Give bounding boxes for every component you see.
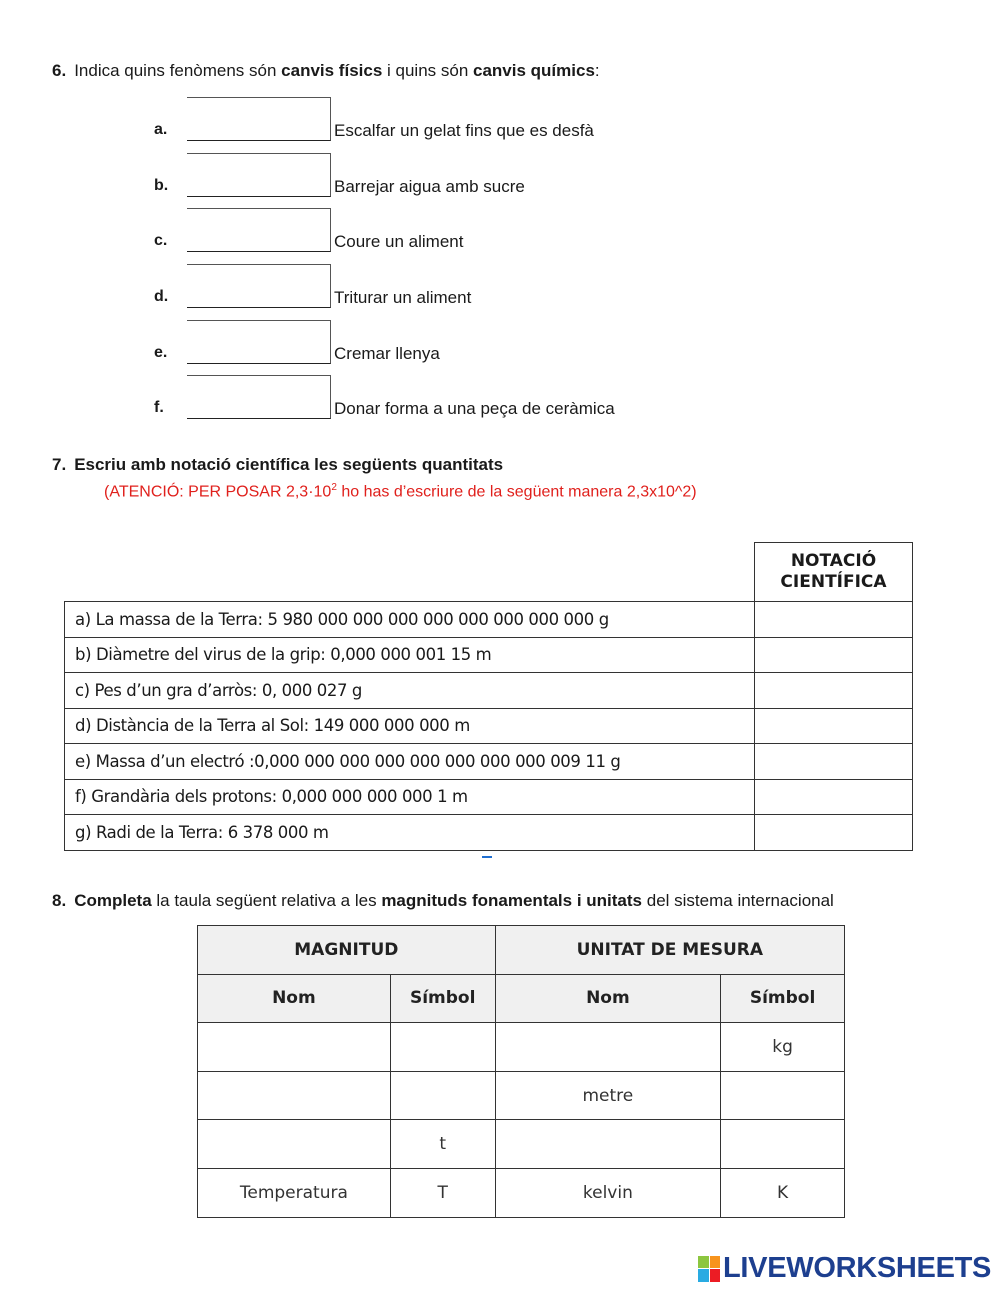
- magnitude-name-input[interactable]: [198, 1071, 391, 1120]
- table-row: [65, 637, 913, 673]
- item-letter: f.: [154, 399, 164, 416]
- question-7-title: 7. Escriu amb notació científica les següents quantitats: [52, 455, 504, 474]
- magnitude-symbol-input[interactable]: [390, 1023, 495, 1072]
- table-row: [65, 673, 913, 709]
- table-row: [65, 815, 913, 851]
- q6-item-c: [154, 208, 714, 254]
- answer-box-b[interactable]: [187, 153, 331, 197]
- unit-symbol-input[interactable]: [721, 1071, 845, 1120]
- q6-item-d: [154, 264, 714, 310]
- magnitude-symbol-cell: T: [390, 1168, 495, 1217]
- answer-cell-d[interactable]: [755, 708, 913, 744]
- unit-symbol-input[interactable]: [721, 1120, 845, 1169]
- item-letter: b.: [154, 177, 169, 194]
- scientific-notation-table: [64, 542, 913, 851]
- answer-cell-c[interactable]: [755, 673, 913, 709]
- answer-cell-a[interactable]: [755, 602, 913, 638]
- q6-item-e: [154, 320, 714, 366]
- table-row: [198, 1023, 845, 1072]
- header-name: Nom: [495, 974, 721, 1023]
- magnitude-name-cell: Temperatura: [198, 1168, 391, 1217]
- divider-mark: [482, 856, 492, 858]
- unit-name-input[interactable]: [495, 1023, 721, 1072]
- answer-cell-f[interactable]: [755, 779, 913, 815]
- header-magnitude: MAGNITUD: [198, 926, 496, 975]
- table-row: [65, 602, 913, 638]
- answer-cell-e[interactable]: [755, 744, 913, 780]
- item-text: Barrejar aigua amb sucre: [334, 177, 525, 196]
- question-6-title: 6. Indica quins fenòmens són canvis físics i quins són canvis químics:: [52, 61, 600, 80]
- header-symbol: Símbol: [390, 974, 495, 1023]
- answer-box-c[interactable]: [187, 208, 331, 252]
- table-row: [65, 708, 913, 744]
- item-text: Donar forma a una peça de ceràmica: [334, 399, 615, 418]
- item-letter: a.: [154, 121, 168, 138]
- item-text: Triturar un aliment: [334, 288, 472, 307]
- answer-cell-b[interactable]: [755, 637, 913, 673]
- table-row: [65, 744, 913, 780]
- table-row: [65, 779, 913, 815]
- table-row: [198, 1168, 845, 1217]
- item-letter: e.: [154, 344, 168, 361]
- item-text: Coure un aliment: [334, 232, 464, 251]
- unit-name-input[interactable]: [495, 1120, 721, 1169]
- header-unit: UNITAT DE MESURA: [495, 926, 844, 975]
- answer-cell-g[interactable]: [755, 815, 913, 851]
- unit-symbol-cell: K: [721, 1168, 845, 1217]
- quantity-cell: f) Grandària dels protons: 0,000 000 000 000 1 m: [65, 779, 755, 815]
- liveworksheets-brand: [698, 1252, 991, 1285]
- magnitude-name-input[interactable]: [198, 1120, 391, 1169]
- q6-item-a: [154, 97, 714, 143]
- answer-box-d[interactable]: [187, 264, 331, 308]
- q7-instructions-note: (ATENCIÓ: PER POSAR $2,3\cdot 10^2$ ho has d’escriure de la següent manera 2,3x10^2): [104, 482, 697, 501]
- q6-item-f: [154, 375, 714, 421]
- group-header-row: [198, 926, 845, 975]
- table-row: [198, 1120, 845, 1169]
- answer-box-a[interactable]: [187, 97, 331, 141]
- quantity-cell: g) Radi de la Terra: 6 378 000 m: [65, 815, 755, 851]
- magnitude-name-input[interactable]: [198, 1023, 391, 1072]
- item-text: Cremar llenya: [334, 344, 440, 363]
- item-letter: c.: [154, 232, 168, 249]
- question-8-title: 8. Completa la taula següent relativa a les magnituds fonamentals i unitats del sistema internacional: [52, 891, 834, 910]
- magnitude-symbol-cell: t: [390, 1120, 495, 1169]
- magnitude-symbol-input[interactable]: [390, 1071, 495, 1120]
- sub-header-row: [198, 974, 845, 1023]
- header-scientific-notation: NOTACIÓ CIENTÍFICA: [755, 543, 913, 602]
- table-row: [198, 1071, 845, 1120]
- unit-symbol-cell: kg: [721, 1023, 845, 1072]
- brand-name: LIVEWORKSHEETS: [723, 1252, 992, 1284]
- item-text: Escalfar un gelat fins que es desfà: [334, 121, 594, 140]
- answer-box-e[interactable]: [187, 320, 331, 364]
- unit-name-cell: metre: [495, 1071, 721, 1120]
- si-units-table: [197, 925, 845, 1218]
- quantity-cell: b) Diàmetre del virus de la grip: 0,000 000 001 15 m: [65, 637, 755, 673]
- quantity-cell: e) Massa d’un electró :0,000 000 000 000 000 000 000 000 009 11 g: [65, 744, 755, 780]
- header-symbol: Símbol: [721, 974, 845, 1023]
- q6-item-b: [154, 153, 714, 199]
- quantity-cell: d) Distància de la Terra al Sol: 149 000 000 000 m: [65, 708, 755, 744]
- liveworksheets-logo-icon: [698, 1256, 720, 1282]
- item-letter: d.: [154, 288, 169, 305]
- header-name: Nom: [198, 974, 391, 1023]
- quantity-cell: a) La massa de la Terra: 5 980 000 000 000 000 000 000 000 000 g: [65, 602, 755, 638]
- answer-box-f[interactable]: [187, 375, 331, 419]
- table-header-row: [65, 543, 913, 602]
- unit-name-cell: kelvin: [495, 1168, 721, 1217]
- quantity-cell: c) Pes d’un gra d’arròs: 0, 000 027 g: [65, 673, 755, 709]
